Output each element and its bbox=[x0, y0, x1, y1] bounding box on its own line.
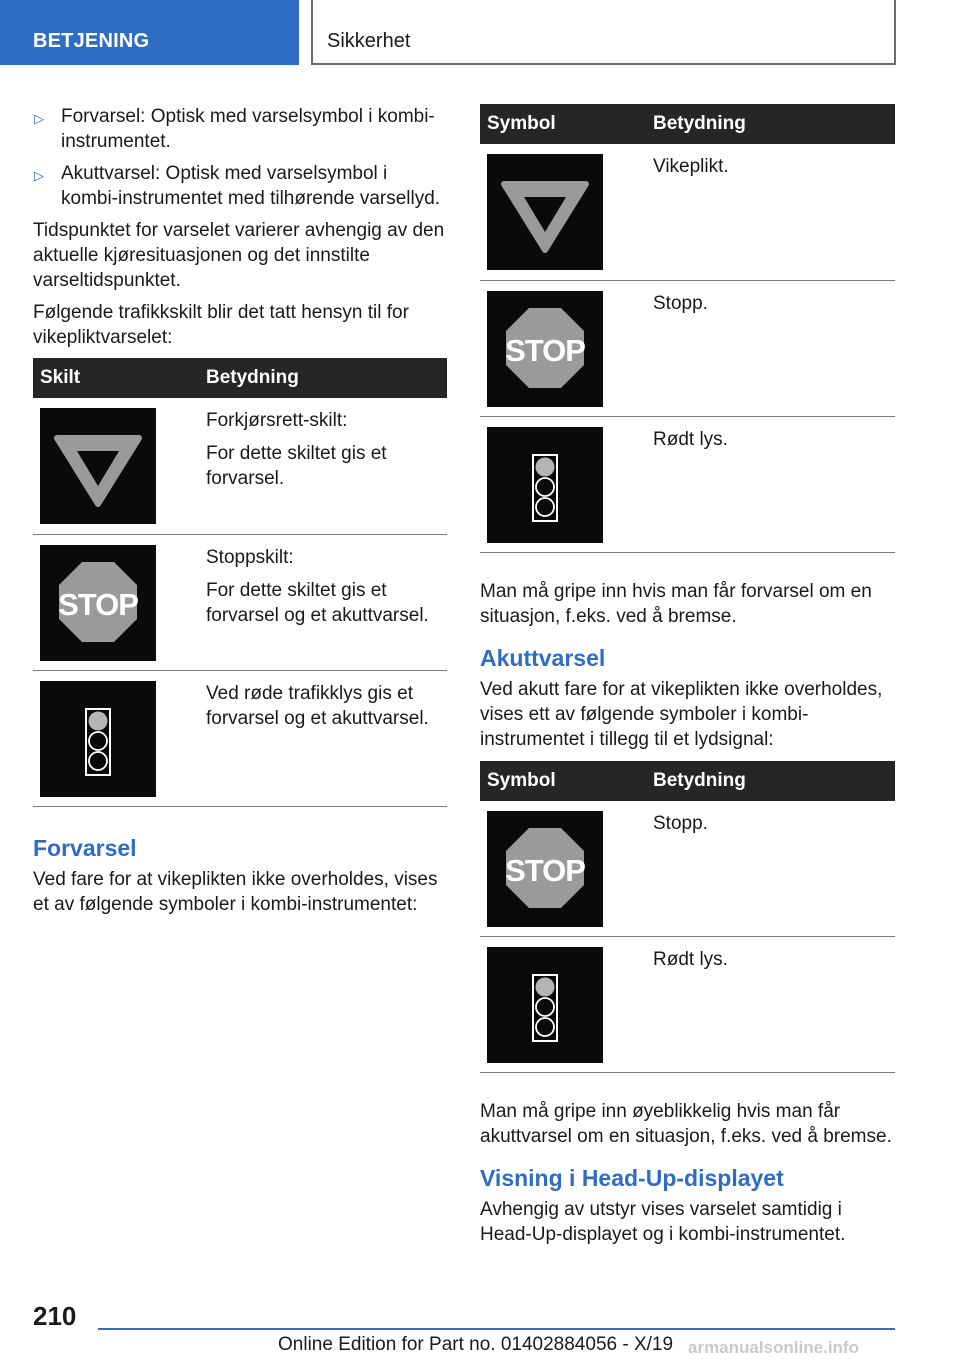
table-header-row bbox=[480, 104, 895, 144]
cell-text: For dette skiltet gis et forvarsel. bbox=[206, 443, 387, 489]
bullet-item bbox=[33, 161, 447, 211]
stop-sign-icon bbox=[487, 291, 603, 407]
symbol-table-forvarsel bbox=[480, 104, 895, 553]
left-column bbox=[33, 104, 447, 924]
column-header: Symbol bbox=[480, 761, 645, 801]
table-row bbox=[33, 534, 447, 670]
table-row bbox=[480, 937, 895, 1073]
topic-tab bbox=[311, 0, 896, 65]
column-header: Betydning bbox=[645, 761, 895, 801]
table-header-row bbox=[33, 358, 447, 398]
bullet-item bbox=[33, 104, 447, 154]
paragraph: Man må gripe inn øyeblikkelig hvis man får akuttvarsel om en situasjon, f.eks. ved å bremse. bbox=[480, 1101, 892, 1147]
section-heading: Akuttvarsel bbox=[480, 644, 606, 671]
section-heading: Forvarsel bbox=[33, 834, 137, 861]
chapter-tab bbox=[0, 0, 299, 65]
column-header: Betydning bbox=[198, 358, 447, 398]
cell-text: Vikeplikt. bbox=[653, 156, 729, 177]
cell-text: Stopp. bbox=[653, 292, 708, 314]
symbol-table-akuttvarsel bbox=[480, 761, 895, 1074]
table-row bbox=[480, 416, 895, 552]
section-heading: Visning i Head-Up-displayet bbox=[480, 1165, 784, 1191]
bullet-text: Forvarsel: Optisk med varselsymbol i kombi-instrumentet. bbox=[61, 106, 435, 152]
cell-text: Rødt lys. bbox=[653, 428, 728, 450]
paragraph: Ved akutt fare for at vikeplikten ikke overholdes, vises ett av følgende symboler i kombi-instrumentet i tillegg til et lydsignal: bbox=[480, 678, 883, 750]
table-row bbox=[33, 398, 447, 534]
table-row bbox=[480, 144, 895, 280]
page-number: 210 bbox=[33, 1301, 77, 1331]
column-header: Skilt bbox=[33, 358, 198, 398]
table-row bbox=[33, 670, 447, 806]
column-header: Betydning bbox=[645, 104, 895, 144]
traffic-light-icon bbox=[487, 427, 603, 543]
right-column bbox=[480, 104, 895, 1254]
chapter-title: BETJENING bbox=[33, 30, 150, 52]
traffic-light-icon bbox=[487, 947, 603, 1063]
paragraph: Man må gripe inn hvis man får forvarsel om en situasjon, f.eks. ved å bremse. bbox=[480, 580, 872, 627]
cell-text: Stoppskilt: bbox=[206, 546, 294, 568]
table-row bbox=[480, 801, 895, 937]
yield-sign-icon bbox=[40, 408, 156, 524]
traffic-light-icon bbox=[40, 681, 156, 797]
paragraph: Følgende trafikkskilt blir det tatt hensyn til for vikepliktvarselet: bbox=[33, 302, 409, 348]
cell-text: Ved røde trafikklys gis et forvarsel og et akuttvarsel. bbox=[206, 682, 429, 729]
topic-title: Sikkerhet bbox=[327, 30, 411, 52]
paragraph: Ved fare for at vikeplikten ikke overholdes, vises et av følgende symboler i kombi-instrumentet: bbox=[33, 868, 438, 915]
bullet-text: Akuttvarsel: Optisk med varselsymbol i kombi-instrumentet med tilhørende varsellyd. bbox=[61, 163, 441, 209]
paragraph: Tidspunktet for varselet varierer avhengig av den aktuelle kjøresituasjonen og det innstilte varseltidspunktet. bbox=[33, 220, 445, 291]
footer-rule bbox=[98, 1328, 895, 1330]
watermark: armanualsonline.info bbox=[688, 1338, 859, 1357]
triangle-bullet-icon: ▷ bbox=[34, 168, 44, 183]
edition-note: Online Edition for Part no. 01402884056 - X/19 bbox=[278, 1334, 674, 1355]
cell-text: Forkjørsrett-skilt: bbox=[206, 410, 348, 431]
cell-text: Rødt lys. bbox=[653, 949, 728, 970]
cell-text: Stopp. bbox=[653, 812, 708, 834]
column-header: Symbol bbox=[480, 104, 645, 144]
table-row bbox=[480, 280, 895, 416]
stop-sign-icon bbox=[40, 545, 156, 661]
yield-sign-icon bbox=[487, 154, 603, 270]
stop-sign-icon bbox=[487, 811, 603, 927]
table-header-row bbox=[480, 761, 895, 801]
sign-table bbox=[33, 358, 447, 807]
cell-text: For dette skiltet gis et forvarsel og et akuttvarsel. bbox=[206, 579, 429, 626]
triangle-bullet-icon: ▷ bbox=[34, 111, 44, 126]
paragraph: Avhengig av utstyr vises varselet samtidig i Head-Up-displayet og i kombi-instrumentet. bbox=[480, 1199, 846, 1245]
